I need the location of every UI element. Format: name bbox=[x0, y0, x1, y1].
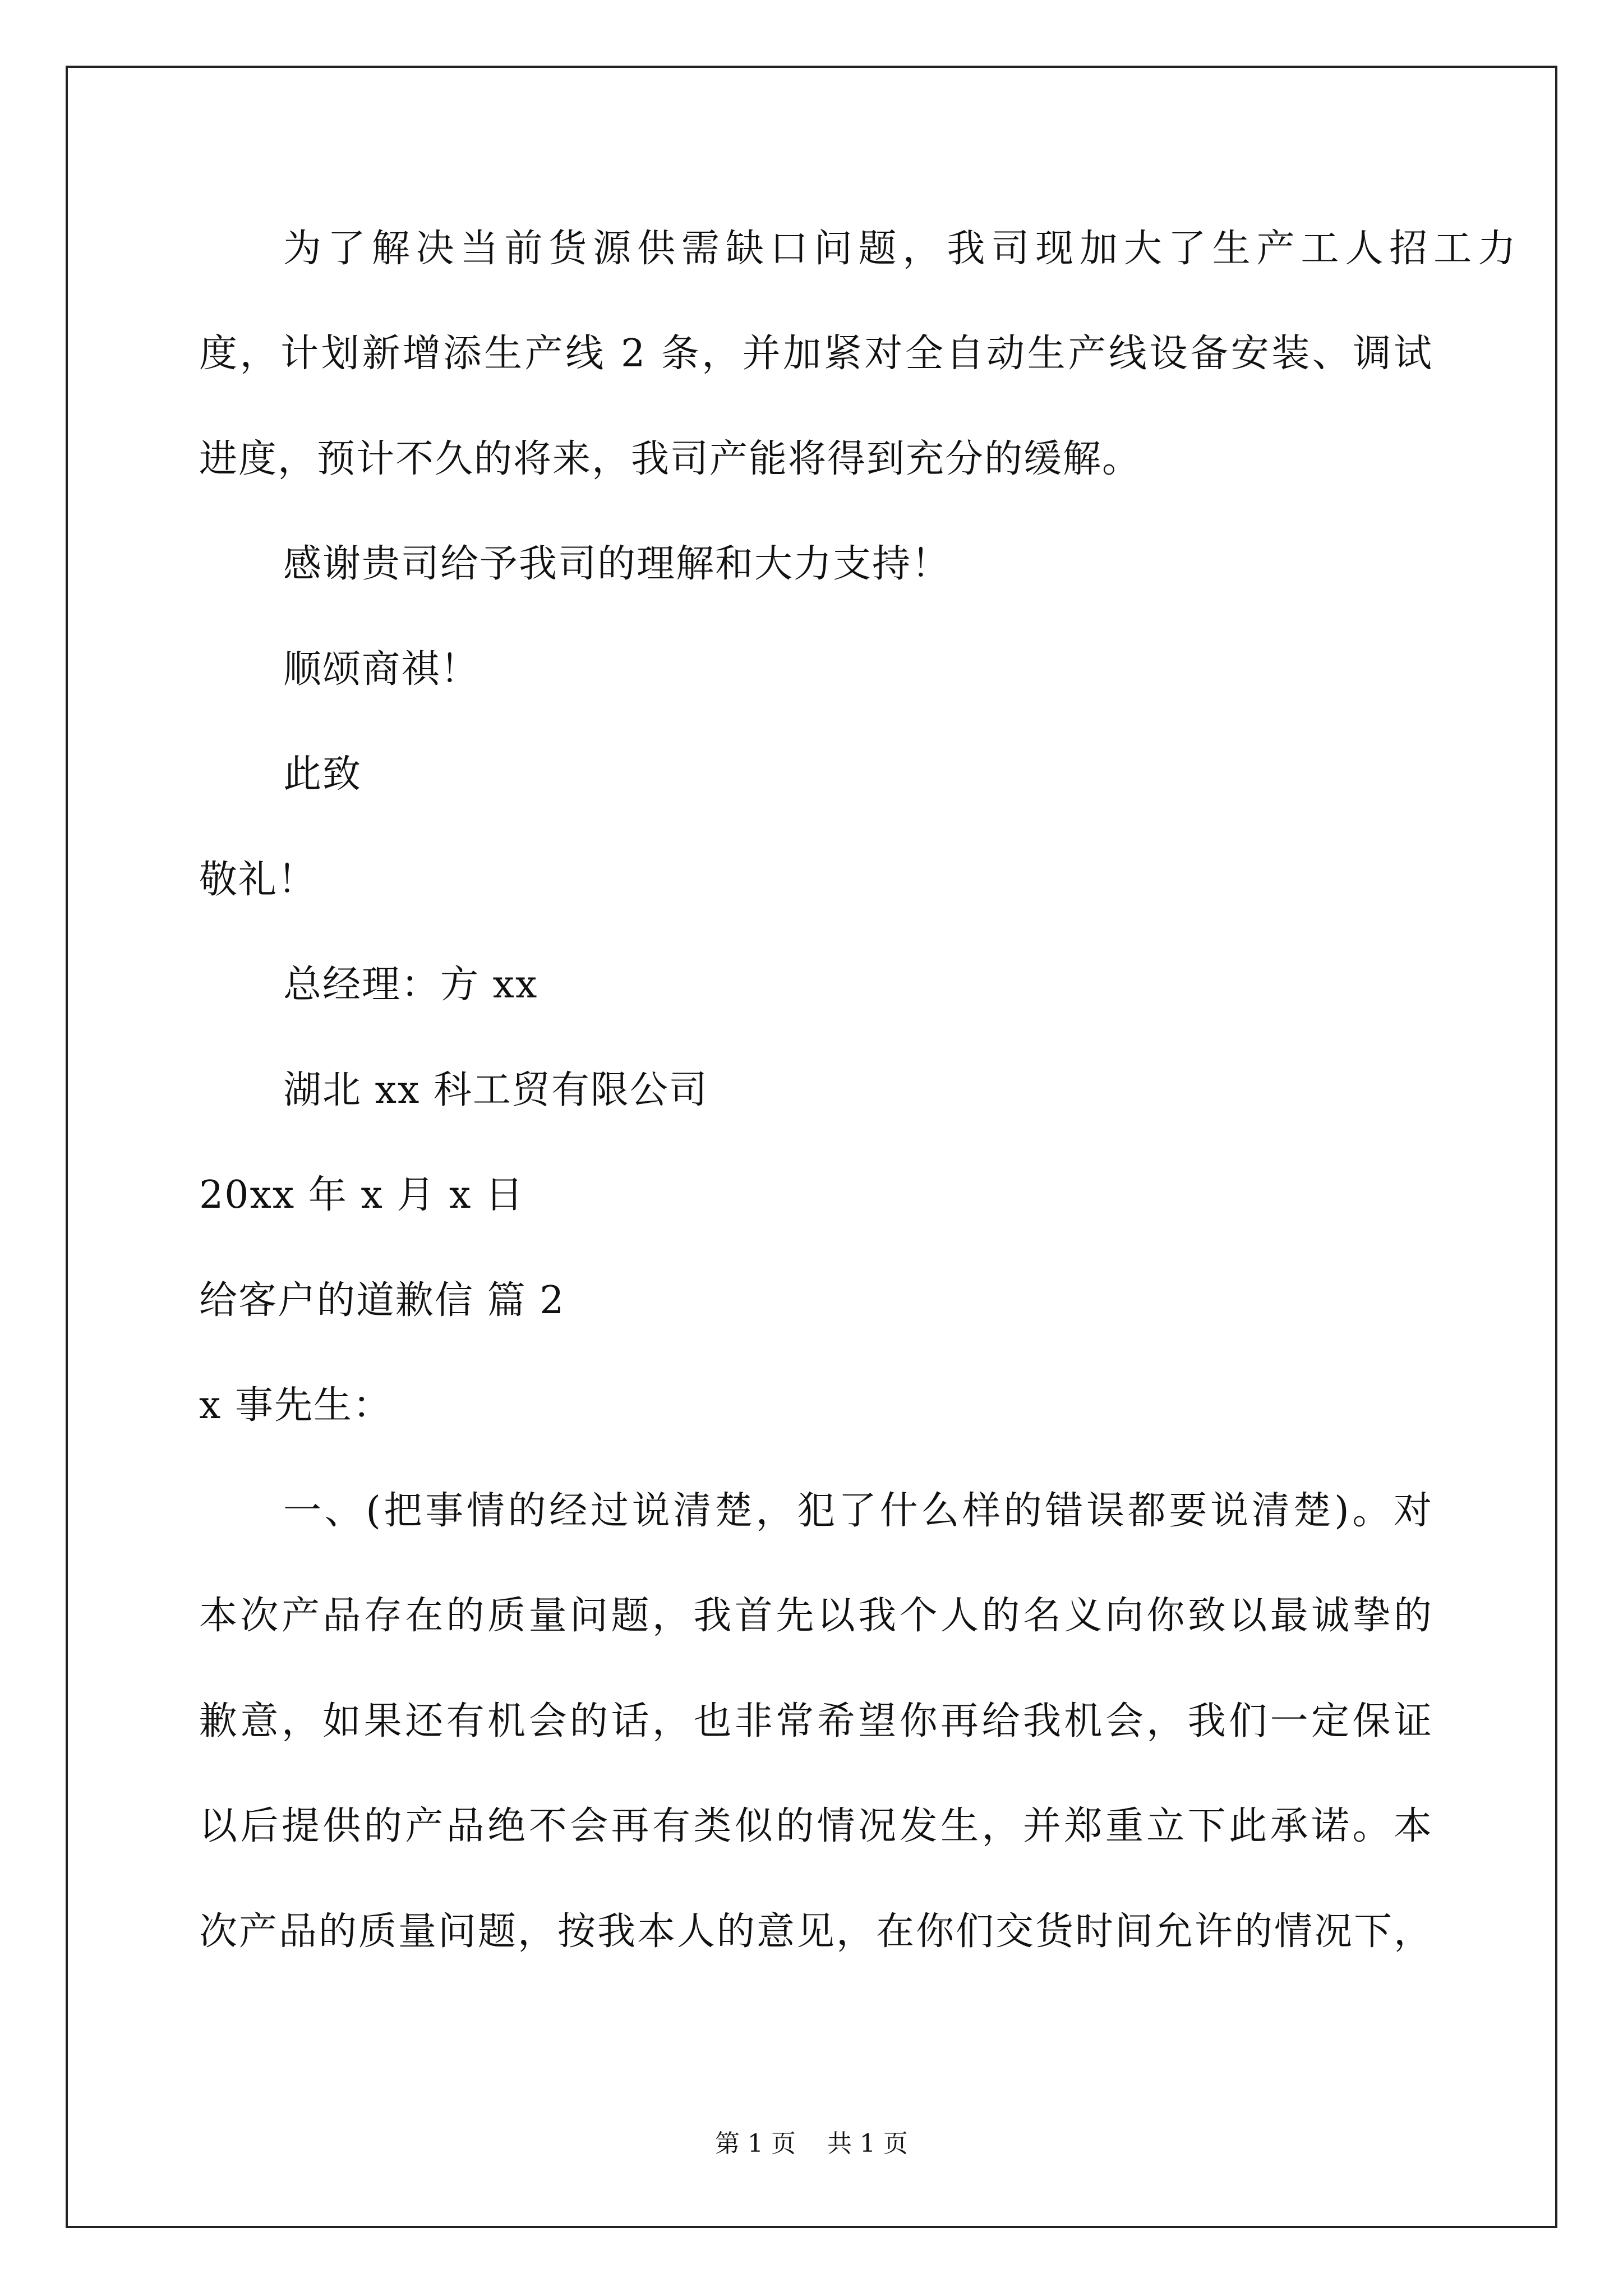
closing-line: 此致 bbox=[283, 752, 362, 797]
paragraph-line: 进度，预计不久的将来，我司产能将得到充分的缓解。 bbox=[199, 437, 1142, 481]
recipient-line: x 事先生： bbox=[199, 1383, 392, 1428]
paragraph-line: 以后提供的产品绝不会再有类似的情况发生，并郑重立下此承诺。本 bbox=[199, 1804, 1433, 1848]
paragraph-line: 次产品的质量问题，按我本人的意见，在你们交货时间允许的情况下， bbox=[199, 1910, 1433, 1954]
section-heading: 给客户的道歉信 篇 2 bbox=[199, 1278, 565, 1323]
paragraph-line: 为了解决当前货源供需缺口问题，我司现加大了生产工人招工力 bbox=[283, 227, 1517, 271]
paragraph-line: 感谢贵司给予我司的理解和大力支持！ bbox=[283, 542, 951, 586]
paragraph-line: 度，计划新增添生产线 2 条，并加紧对全自动生产线设备安装、调试 bbox=[199, 332, 1433, 376]
paragraph-line: 一、(把事情的经过说清楚，犯了什么样的错误都要说清楚)。对 bbox=[283, 1489, 1433, 1533]
signature-title: 总经理：方 xx bbox=[283, 963, 538, 1007]
paragraph-line: 本次产品存在的质量问题，我首先以我个人的名义向你致以最诚挚的 bbox=[199, 1594, 1433, 1638]
paragraph-line: 歉意，如果还有机会的话，也非常希望你再给我机会，我们一定保证 bbox=[199, 1699, 1433, 1743]
page-border bbox=[66, 66, 1557, 2228]
closing-line: 顺颂商祺！ bbox=[283, 647, 480, 692]
salutation-line: 敬礼！ bbox=[199, 858, 317, 902]
page-number: 第 1 页 共 1 页 bbox=[715, 2129, 908, 2158]
signature-date: 20xx 年 x 月 x 日 bbox=[199, 1173, 525, 1217]
signature-company: 湖北 xx 科工贸有限公司 bbox=[283, 1068, 708, 1112]
